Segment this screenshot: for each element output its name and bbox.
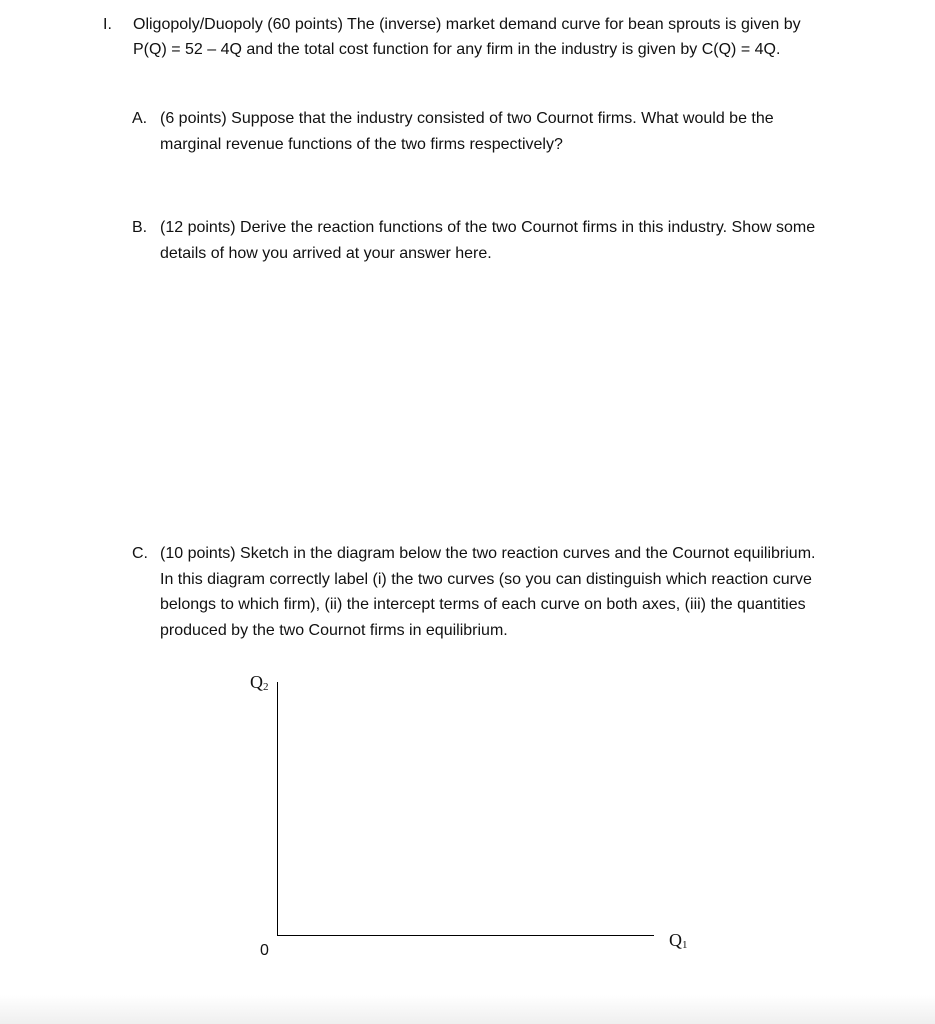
- question-number: I.: [103, 16, 112, 33]
- x-axis-subscript: 1: [682, 939, 688, 951]
- part-a: [132, 106, 832, 157]
- question-text: Oligopoly/Duopoly (60 points) The (inverse) market demand curve for bean sprouts is given by P(Q) = 52 – 4Q and the total cost function for any firm in the industry is given by C(Q) = 4Q.: [133, 16, 801, 58]
- part-a-text: (6 points) Suppose that the industry consisted of two Cournot firms. What would be the marginal revenue functions of the two firms respectively?: [160, 110, 774, 153]
- part-c-label: C.: [132, 545, 148, 562]
- y-axis-subscript: 2: [263, 681, 269, 693]
- x-axis-label: [669, 930, 688, 951]
- part-b: [132, 215, 832, 266]
- part-b-text: (12 points) Derive the reaction functions of the two Cournot firms in this industry. Show some details of how you arrived at your answer here.: [160, 219, 816, 262]
- part-c-text: (10 points) Sketch in the diagram below the two reaction curves and the Cournot equilibrium. In this diagram correctly label (i) the two curves (so you can distinguish which reaction curve belongs to which firm), (ii) the intercept terms of each curve on both axes, (iii) the quantities produced by the two Cournot firms in equilibrium.: [160, 545, 816, 639]
- question-block: [103, 12, 833, 62]
- y-axis-label: [250, 672, 269, 693]
- y-axis-line: [277, 682, 278, 936]
- x-axis-letter: Q: [669, 930, 682, 950]
- part-c: [132, 541, 832, 643]
- x-axis-line: [277, 935, 654, 936]
- part-a-label: A.: [132, 110, 148, 127]
- y-axis-letter: Q: [250, 672, 263, 692]
- part-b-label: B.: [132, 219, 148, 236]
- origin-label: 0: [260, 942, 269, 959]
- page-bottom-shadow: [0, 995, 935, 1024]
